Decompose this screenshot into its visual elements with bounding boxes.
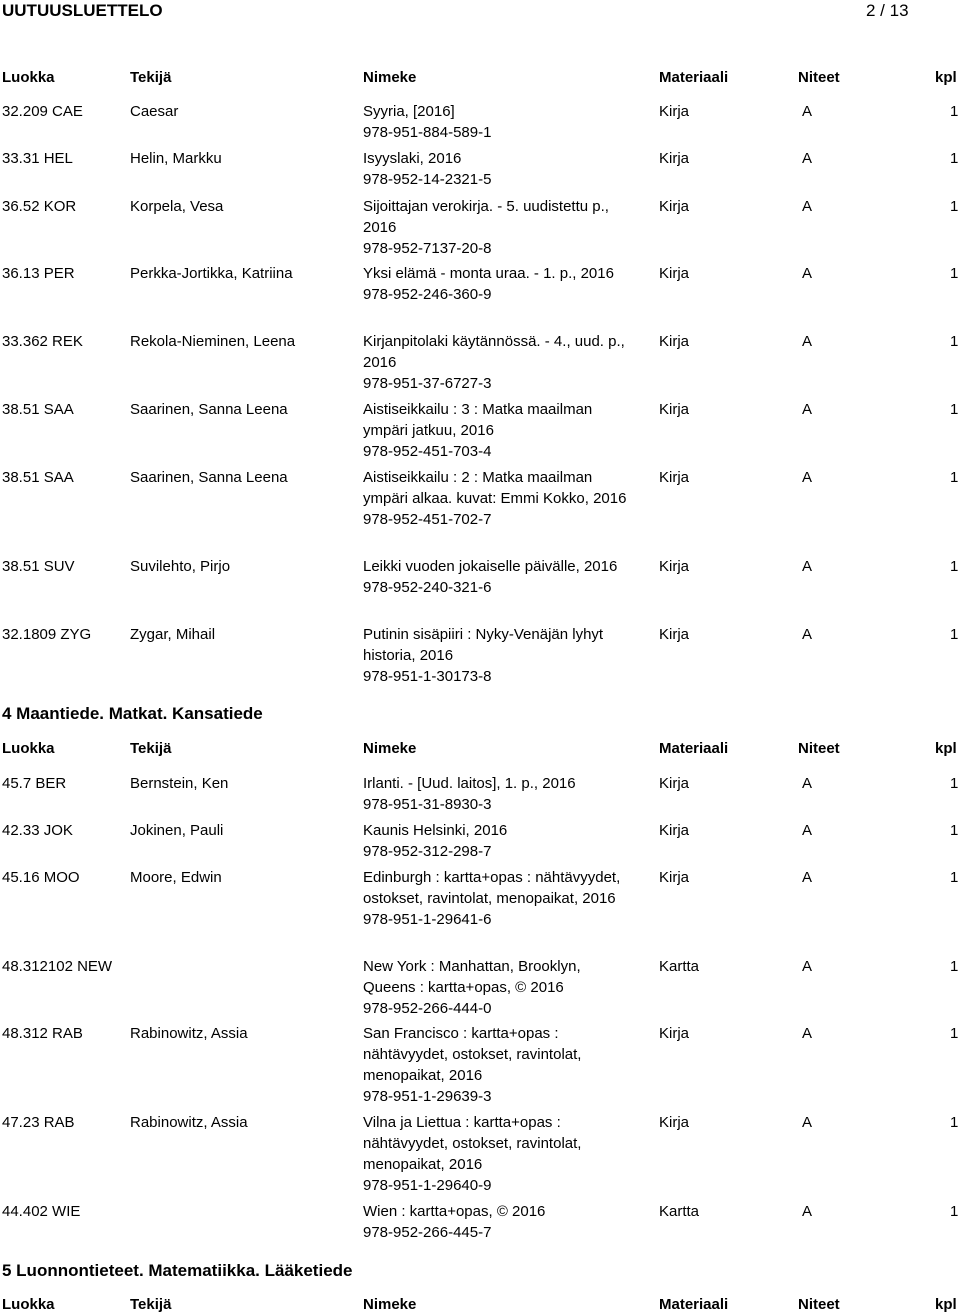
title: [363, 867, 628, 930]
class-code: 38.51 SAA: [2, 469, 74, 486]
copies: 1: [950, 265, 959, 282]
header-kpl: kpl: [935, 69, 957, 86]
isbn: 978-951-1-30173-8: [363, 668, 492, 685]
material: Kirja: [659, 333, 690, 350]
header-luokka: Luokka: [2, 69, 55, 86]
author: Rekola-Nieminen, Leena: [130, 333, 296, 350]
class-code: 45.16 MOO: [2, 869, 80, 886]
niteet-code: A: [802, 1114, 813, 1131]
title: [363, 196, 628, 259]
class-code: 33.362 REK: [2, 333, 83, 350]
author: Jokinen, Pauli: [130, 822, 224, 839]
title: [363, 556, 628, 598]
header-materiaali: Materiaali: [659, 740, 729, 757]
title-text: Isyyslaki, 2016: [363, 150, 462, 167]
isbn: 978-951-1-29641-6: [363, 911, 492, 928]
header-tekija: Tekijä: [130, 69, 172, 86]
column-headers: [0, 1296, 960, 1316]
title-text: Edinburgh : kartta+opas : nähtävyydet, ostokset, ravintolat, menopaikat, 2016: [363, 869, 621, 907]
niteet-code: A: [802, 1203, 813, 1220]
copies: 1: [950, 1203, 959, 1220]
isbn: 978-951-1-29640-9: [363, 1177, 492, 1194]
isbn: 978-952-266-444-0: [363, 1000, 492, 1017]
material: Kirja: [659, 822, 690, 839]
class-code: 48.312 RAB: [2, 1025, 83, 1042]
title-text: Syyria, [2016]: [363, 103, 455, 120]
niteet-code: A: [802, 401, 813, 418]
author: Suvilehto, Pirjo: [130, 558, 231, 575]
material: Kirja: [659, 198, 690, 215]
header-tekija: Tekijä: [130, 1296, 172, 1313]
header-kpl: kpl: [935, 740, 957, 757]
title: [363, 624, 628, 687]
title-text: Putinin sisäpiiri : Nyky-Venäjän lyhyt historia, 2016: [363, 626, 604, 664]
copies: 1: [950, 150, 959, 167]
material: Kirja: [659, 1025, 690, 1042]
header-niteet: Niteet: [798, 69, 840, 86]
title-text: Leikki vuoden jokaiselle päivälle, 2016: [363, 558, 618, 575]
author: Helin, Markku: [130, 150, 222, 167]
title-text: Sijoittajan verokirja. - 5. uudistettu p., 2016: [363, 198, 609, 236]
material: Kirja: [659, 150, 690, 167]
niteet-code: A: [802, 869, 813, 886]
title-text: San Francisco : kartta+opas : nähtävyydet, ostokset, ravintolat, menopaikat, 2016: [363, 1025, 582, 1084]
title-text: Aistiseikkailu : 3 : Matka maailman ympäri jatkuu, 2016: [363, 401, 593, 439]
copies: 1: [950, 775, 959, 792]
title: [363, 773, 628, 815]
isbn: 978-951-37-6727-3: [363, 375, 492, 392]
class-code: 45.7 BER: [2, 775, 67, 792]
niteet-code: A: [802, 265, 813, 282]
material: Kirja: [659, 558, 690, 575]
copies: 1: [950, 401, 959, 418]
copies: 1: [950, 822, 959, 839]
niteet-code: A: [802, 626, 813, 643]
class-code: 32.209 CAE: [2, 103, 83, 120]
header-tekija: Tekijä: [130, 740, 172, 757]
section-title-luonnontieteet: 5 Luonnontieteet. Matematiikka. Lääketiede: [2, 1261, 353, 1280]
header-nimeke: Nimeke: [363, 69, 417, 86]
title: [363, 331, 628, 394]
title: [363, 956, 628, 1019]
title-text: Yksi elämä - monta uraa. - 1. p., 2016: [363, 265, 614, 282]
title-text: Vilna ja Liettua : kartta+opas : nähtävyydet, ostokset, ravintolat, menopaikat, 2016: [363, 1114, 582, 1173]
page-number: 2 / 13: [866, 1, 909, 20]
copies: 1: [950, 558, 959, 575]
header-kpl: kpl: [935, 1296, 957, 1313]
author: Zygar, Mihail: [130, 626, 216, 643]
material: Kartta: [659, 958, 700, 975]
title-text: Kaunis Helsinki, 2016: [363, 822, 508, 839]
isbn: 978-952-451-703-4: [363, 443, 492, 460]
title-text: Aistiseikkailu : 2 : Matka maailman ympäri alkaa. kuvat: Emmi Kokko, 2016: [363, 469, 627, 507]
class-code: 44.402 WIE: [2, 1203, 81, 1220]
author: Rabinowitz, Assia: [130, 1114, 248, 1131]
title: [363, 1201, 628, 1243]
title-text: Kirjanpitolaki käytännössä. - 4., uud. p., 2016: [363, 333, 625, 371]
header-luokka: Luokka: [2, 1296, 55, 1313]
niteet-code: A: [802, 1025, 813, 1042]
copies: 1: [950, 626, 959, 643]
class-code: 36.52 KOR: [2, 198, 77, 215]
material: Kirja: [659, 265, 690, 282]
title: [363, 399, 628, 462]
header-materiaali: Materiaali: [659, 1296, 729, 1313]
isbn: 978-951-884-589-1: [363, 124, 492, 141]
material: Kartta: [659, 1203, 700, 1220]
copies: 1: [950, 1025, 959, 1042]
title-text: Irlanti. - [Uud. laitos], 1. p., 2016: [363, 775, 576, 792]
author: Moore, Edwin: [130, 869, 222, 886]
class-code: 32.1809 ZYG: [2, 626, 92, 643]
page-header: [0, 0, 960, 24]
title: [363, 101, 628, 143]
title: [363, 820, 628, 862]
class-code: 36.13 PER: [2, 265, 75, 282]
header-niteet: Niteet: [798, 1296, 840, 1313]
author: Perkka-Jortikka, Katriina: [130, 265, 293, 282]
class-code: 42.33 JOK: [2, 822, 73, 839]
material: Kirja: [659, 775, 690, 792]
copies: 1: [950, 869, 959, 886]
title-text: New York : Manhattan, Brooklyn, Queens : kartta+opas, © 2016: [363, 958, 581, 996]
header-luokka: Luokka: [2, 740, 55, 757]
niteet-code: A: [802, 822, 813, 839]
author: Korpela, Vesa: [130, 198, 224, 215]
title: [363, 1023, 628, 1107]
class-code: 38.51 SUV: [2, 558, 75, 575]
isbn: 978-952-246-360-9: [363, 286, 492, 303]
class-code: 38.51 SAA: [2, 401, 74, 418]
copies: 1: [950, 958, 959, 975]
column-headers: [0, 69, 960, 89]
header-nimeke: Nimeke: [363, 1296, 417, 1313]
niteet-code: A: [802, 558, 813, 575]
isbn: 978-952-14-2321-5: [363, 171, 492, 188]
niteet-code: A: [802, 103, 813, 120]
copies: 1: [950, 103, 959, 120]
copies: 1: [950, 1114, 959, 1131]
column-headers: [0, 740, 960, 760]
isbn: 978-952-266-445-7: [363, 1224, 492, 1241]
isbn: 978-951-31-8930-3: [363, 796, 492, 813]
material: Kirja: [659, 103, 690, 120]
material: Kirja: [659, 869, 690, 886]
copies: 1: [950, 469, 959, 486]
isbn: 978-952-312-298-7: [363, 843, 492, 860]
isbn: 978-952-451-702-7: [363, 511, 492, 528]
header-nimeke: Nimeke: [363, 740, 417, 757]
niteet-code: A: [802, 775, 813, 792]
niteet-code: A: [802, 150, 813, 167]
header-niteet: Niteet: [798, 740, 840, 757]
niteet-code: A: [802, 958, 813, 975]
isbn: 978-952-240-321-6: [363, 579, 492, 596]
niteet-code: A: [802, 198, 813, 215]
copies: 1: [950, 198, 959, 215]
title: [363, 148, 628, 190]
author: Bernstein, Ken: [130, 775, 229, 792]
class-code: 47.23 RAB: [2, 1114, 75, 1131]
class-code: 33.31 HEL: [2, 150, 73, 167]
isbn: 978-951-1-29639-3: [363, 1088, 492, 1105]
title: [363, 263, 628, 305]
author: Saarinen, Sanna Leena: [130, 469, 288, 486]
title: [363, 1112, 628, 1196]
material: Kirja: [659, 469, 690, 486]
material: Kirja: [659, 401, 690, 418]
header-materiaali: Materiaali: [659, 69, 729, 86]
page-title: UUTUUSLUETTELO: [2, 1, 163, 20]
author: Rabinowitz, Assia: [130, 1025, 248, 1042]
author: Caesar: [130, 103, 179, 120]
material: Kirja: [659, 626, 690, 643]
niteet-code: A: [802, 469, 813, 486]
author: Saarinen, Sanna Leena: [130, 401, 288, 418]
class-code: 48.312102 NEW: [2, 958, 113, 975]
title-text: Wien : kartta+opas, © 2016: [363, 1203, 546, 1220]
niteet-code: A: [802, 333, 813, 350]
title: [363, 467, 628, 530]
section-title-maantiede: 4 Maantiede. Matkat. Kansatiede: [2, 704, 263, 723]
copies: 1: [950, 333, 959, 350]
material: Kirja: [659, 1114, 690, 1131]
isbn: 978-952-7137-20-8: [363, 240, 492, 257]
